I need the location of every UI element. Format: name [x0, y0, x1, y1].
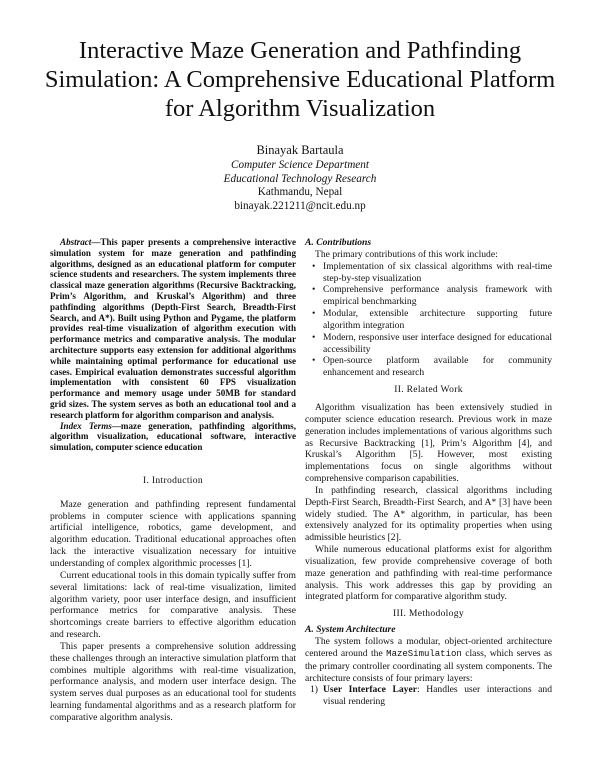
related-paragraph: While numerous educational platforms exist for algorithm visualization, few provide comprehensive coverage of both maze generation and pathfinding with real-time performance analysis. This work addresses this gap by providing an integrated platform for comparative algorithm study.: [305, 544, 552, 603]
intro-paragraph: This paper presents a comprehensive solution addressing these challenges through an interactive simulation platform that combines multiple algorithms with real-time visualization, performance analysis, and modern user interface design. The system serves dual purposes as an educational tool for students learning fundamental algorithms and as a research platform for comparative algorithm analysis.: [50, 640, 296, 723]
bullet-icon: •: [312, 284, 316, 296]
list-item: 1) User Interface Layer: Handles user interactions and visual rendering: [310, 684, 552, 708]
intro-paragraph: Current educational tools in this domain typically suffer from several limitations: lack of real-time visualization, limited algorithm variety, poor user interface design, and insufficient performance metrics for comparative analysis. These shortcomings create barriers to effective algorithm education and research.: [50, 569, 296, 641]
list-item: • Implementation of six classical algorithms with real-time step-by-step visualization: [312, 260, 552, 284]
bullet-icon: •: [312, 331, 316, 343]
list-item: • Modern, responsive user interface designed for educational accessibility: [312, 331, 552, 355]
index-terms: [50, 421, 296, 453]
class-name-code: MazeSimulation: [386, 648, 462, 659]
layers-list: [305, 684, 552, 708]
abstract: [50, 237, 296, 421]
author-location: Kathmandu, Nepal: [257, 186, 343, 199]
section-heading-introduction: I. Introduction: [143, 474, 203, 486]
bullet-icon: •: [312, 260, 316, 272]
bullet-icon: •: [312, 308, 316, 320]
abstract-text: —This paper presents a comprehensive interactive simulation system for maze generation and pathfinding algorithms, designed as an educational platform for computer science students and researchers. The system implements three classical maze generation algorithms (Recursive Backtracking, Prim’s Algorithm, and Kruskal’s Algorithm) and three pathfinding algorithms (Depth-First Search, Breadth-First Search, and A*). Built using Python and Pygame, the platform provides real-time visualization of algorithm execution with performance metrics and comparative analysis. The modular architecture supports easy extension for additional algorithms while maintaining optimal performance for educational use cases. Empirical evaluation demonstrates successful algorithm implementation with consistent 60 FPS visualization performance and memory usage under 50MB for standard grid sizes. The system serves as both an educational tool and a research platform for algorithm comparison and analysis.: [50, 237, 296, 420]
section-heading-methodology: III. Methodology: [393, 608, 464, 620]
author-email: binayak.221211@ncit.edu.np: [234, 199, 366, 212]
paper-title: Interactive Maze Generation and Pathfinding Simulation: A Comprehensive Educational Platform for Algorithm Visualization: [44, 37, 556, 122]
index-terms-text: —maze generation, pathfinding algorithms, algorithm visualization, educational software, interactive simulation, computer science education: [50, 420, 296, 453]
contributions-intro: The primary contributions of this work include:: [315, 248, 498, 260]
architecture-paragraph: The system follows a modular, object-oriented architecture centered around the MazeSimulation class, which serves as the primary controller coordinating all system components. The architecture consists of four primary layers:: [305, 636, 553, 684]
intro-paragraph: Maze generation and pathfinding represent fundamental problems in computer science with applications spanning artificial intelligence, robotics, game development, and algorithm education. Traditional educational approaches often lack the interactive visualization necessary for intuitive understanding of complex algorithmic processes [1].: [50, 498, 296, 569]
author-block: [0, 143, 600, 213]
author-department: Computer Science Department: [231, 159, 369, 171]
list-item: • Open-source platform available for community enhancement and research: [312, 355, 552, 379]
author-group: Educational Technology Research: [223, 172, 377, 185]
index-terms-label: Index Terms: [60, 420, 112, 431]
abstract-label: Abstract: [60, 237, 92, 247]
list-item: • Comprehensive performance analysis framework with empirical benchmarking: [312, 284, 552, 308]
bullet-icon: •: [312, 355, 316, 367]
related-paragraph: Algorithm visualization has been extensively studied in computer science education research. Previous work in maze generation includes implementations of various algorithms such as Recursive Backtracking [1], Prim’s Algorithm [4], and Kruskal’s Algorithm [5]. However, most existing implementations focus on single algorithms without comprehensive comparison capabilities.: [305, 401, 552, 485]
contributions-list: [305, 261, 552, 379]
list-item: • Modular, extensible architecture supporting future algorithm integration: [312, 308, 552, 331]
right-column: [305, 237, 552, 708]
subsection-heading-architecture: A. System Architecture: [305, 624, 396, 636]
author-name: Binayak Bartaula: [256, 143, 344, 157]
subsection-heading-contributions: A. Contributions: [305, 237, 372, 248]
section-heading-related-work: II. Related Work: [394, 384, 463, 396]
left-column: [50, 237, 296, 724]
related-paragraph: In pathfinding research, classical algorithms including Depth-First Search, Breadth-First Search, and A* [3] have been widely studied. The A* algorithm, in particular, has been extensively analyzed for its optimality properties when using admissible heuristics [2].: [305, 484, 552, 544]
